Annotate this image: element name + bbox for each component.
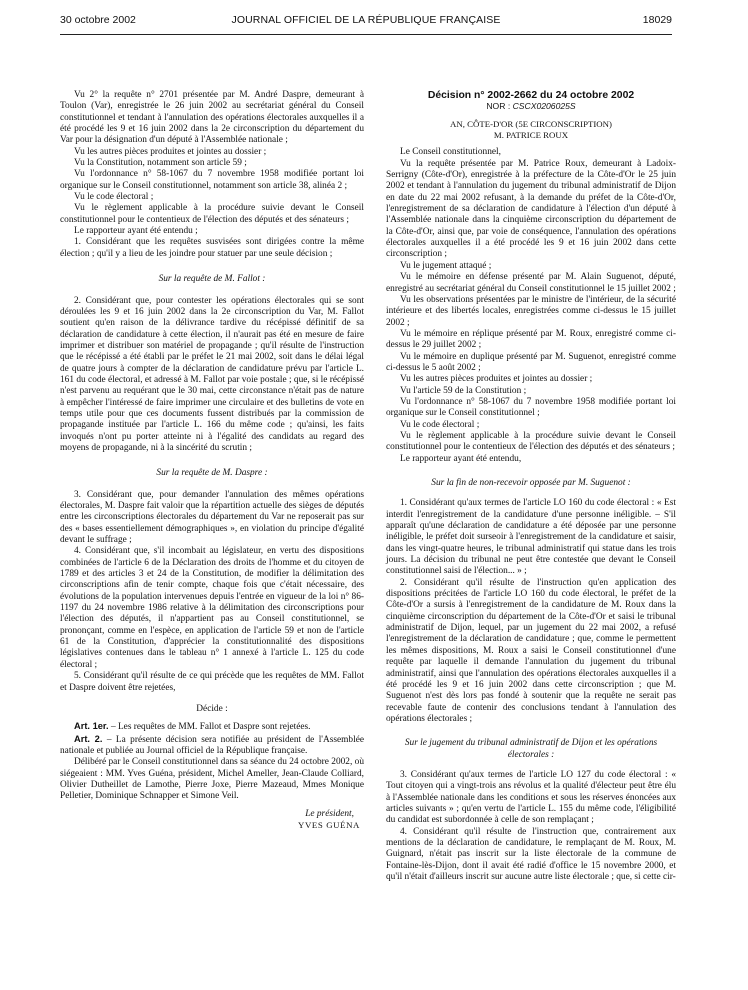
header-journal-title: JOURNAL OFFICIEL DE LA RÉPUBLIQUE FRANÇAISE xyxy=(231,14,501,26)
visa-paragraph: Vu les observations présentées par le ministre de l'intérieur, de la sécurité intérieure et des libertés locales, enregistrées comme ci-dessus le 15 juillet 2002 ; xyxy=(386,294,676,328)
visa-paragraph: Vu le jugement attaqué ; xyxy=(400,260,492,271)
section-heading: Sur la requête de M. Daspre : xyxy=(156,468,268,479)
article-text: – La présente décision sera notifiée au président de l'Assemblée nationale et publiée au Journal officiel de la République française. xyxy=(60,734,364,756)
visa-paragraph: Vu le code électoral ; xyxy=(74,192,154,203)
article-1 xyxy=(60,721,364,733)
candidate-name: M. PATRICE ROUX xyxy=(493,130,569,141)
visa-paragraph: Vu le mémoire en réplique présenté par M. Roux, enregistré comme ci-dessus le 29 juillet 2002 ; xyxy=(386,328,676,351)
circonscription-heading: AN, CÔTE-D'OR (5E CIRCONSCRIPTION) xyxy=(450,118,612,129)
considerant-paragraph: 1. Considérant qu'aux termes de l'article LO 160 du code électoral : « Est interdit l'enregistrement de la candidature d'une personne inéligible. – S'il apparaît qu'une déclaration de candidature a été déposée par une personne inéligible, le préfet doit surseoir à l'enregistrement de la candidature et saisir, dans les vingt-quatre heures, le tribunal administratif qui statue dans les trois jours. La décision du tribunal ne peut être contestée que devant le Conseil constitutionnel saisi de l'élection... » ; xyxy=(386,498,676,577)
considerant-paragraph: 1. Considérant que les requêtes susvisées sont dirigées contre la même élection ; qu'il y a lieu de les joindre pour statuer par une seule décision ; xyxy=(60,237,364,259)
considerant-paragraph: 4. Considérant que, s'il incombait au législateur, en vertu des dispositions combinées de l'article 6 de la Déclaration des droits de l'homme et du citoyen de 1789 et des articles 3 et 24 de la Constitution, de modifier la délimitation des circonscriptions afin de tenir compte, chaque fois que c'était nécessaire, des évolutions de la population intervenues depuis l'entrée en vigueur de la loi n° 86-1197 du 24 novembre 1986 relative à la délimitation des circonscriptions pour l'élection des députés, il n'appartient pas au Conseil constitutionnel, se prononçant, comme en l'espèce, en application de l'article 59 et non de l'article 61 de la Constitution, d'apprécier la constitutionnalité des dispositions législatives contenues dans le tableau n° 1 annexé à l'article L. 125 du code électoral ; xyxy=(60,546,364,670)
visa-paragraph: Le rapporteur ayant été entendu ; xyxy=(74,226,198,237)
considerant-paragraph: 2. Considérant que, pour contester les opérations électorales qui se sont déroulées les 9 et 16 juin 2002 dans la 2e circonscription du Var, M. Fallot soutient qu'en raison de la délivrance tardive du récépissé définitif de sa déclaration de candidature à cette élection, il n'aurait pas été en mesure de faire imprimer et distribuer son matériel de propagande ; qu'il résulte de l'instruction que le récépissé a été établi par le préfet le 21 mai 2002, soit dans le délai légal de quatre jours à compter de la déclaration de candidature prévu par l'article L. 161 du code électoral, et adressé à M. Fallot par voie postale ; que, si le récépissé n'est parvenu au requérant que le 30 mai, cette circonstance n'était pas de nature à empêcher l'intéressé de faire imprimer une circulaire et des bulletins de vote en temps utile pour que ces documents fussent distribués par la commission de propagande instituée par l'article L. 166 du même code ; qu'ainsi, les faits invoqués n'ont pu porter atteinte ni à l'égalité des candidats au regard des moyens de propagande, ni à la sincérité du scrutin ; xyxy=(60,295,364,453)
section-heading: Sur la fin de non-recevoir opposée par M. Suguenot : xyxy=(431,478,631,488)
visa-paragraph: Vu les autres pièces produites et jointes au dossier ; xyxy=(400,374,593,385)
considerant-paragraph: 2. Considérant qu'il résulte de l'instruction qu'en application des dispositions précitées de l'article LO 160 du code électoral, le préfet de la Côte-d'Or a sursis à l'enregistrement de la candidature de M. Roux dans la cinquième circonscription du département de la Côte-d'Or et saisi le tribunal administratif de Dijon, lequel, par un jugement du 22 mai 2002, a refusé l'enregistrement de la déclaration de candidature ; que, comme le permettent les mêmes dispositions, M. Roux a saisi le Conseil constitutionnel d'une requête par laquelle il demande l'annulation du jugement du tribunal administratif, ainsi que l'annulation des opérations électorales auxquelles il a été procédé les 9 et 16 juin 2002 dans cette circonscription ; que M. Suguenot n'est dès lors pas fondé à soutenir que la requête ne serait pas recevable faute de contenir des conclusions tendant à l'annulation des opérations électorales ; xyxy=(386,577,676,724)
header-page-number: 18029 xyxy=(642,14,672,26)
signature-role: Le président, xyxy=(305,808,354,819)
visa-paragraph: Vu 2° la requête n° 2701 présentée par M. André Daspre, demeurant à Toulon (Var), enregistrée le 26 juin 2002 au secrétariat général du Conseil constitutionnel et tendant à l'annulation des opérations électorales auxquelles il a été procédé les 9 et 16 juin 2002 dans la 2e circonscription du département du Var pour la désignation d'un député à l'Assemblée nationale ; xyxy=(60,90,364,146)
article-text: – Les requêtes de MM. Fallot et Daspre sont rejetées. xyxy=(108,722,311,733)
visa-paragraph: Vu le mémoire en défense présenté par M. Alain Suguenot, député, enregistré au secrétariat général du Conseil constitutionnel le 15 juillet 2002 ; xyxy=(386,272,676,294)
article-label: Art. 2. xyxy=(74,733,103,744)
considerant-paragraph: 3. Considérant qu'aux termes de l'article LO 127 du code électoral : « Tout citoyen qui a vingt-trois ans révolus et la qualité d'électeur peut être élu à l'Assemblée nationale dans les conditions et sous les réserves énoncées aux articles suivants » ; qu'en vertu de l'article L. 155 du même code, l'éligibilité du candidat est subordonnée à celle de son remplaçant ; xyxy=(386,769,676,826)
deliberation-paragraph: Délibéré par le Conseil constitutionnel dans sa séance du 24 octobre 2002, où siégeaient : MM. Yves Guéna, président, Michel Ameller, Jean-Claude Colliard, Olivier Dutheillet de Lamothe, Pierre Joxe, Pierre Mazeaud, Mmes Monique Pelletier, Dominique Schnapper et Simone Veil. xyxy=(60,757,364,802)
considerant-paragraph: 5. Considérant qu'il résulte de ce qui précède que les requêtes de MM. Fallot et Daspre doivent être rejetées, xyxy=(60,671,364,693)
visa-paragraph: Le rapporteur ayant été entendu, xyxy=(400,453,522,464)
nor-code: CSCX0206025S xyxy=(512,101,576,112)
visa-paragraph: Vu le règlement applicable à la procédure suivie devant le Conseil constitutionnel pour le contentieux de l'élection des députés et des sénateurs ; xyxy=(60,203,364,225)
visa-paragraph: Vu le règlement applicable à la procédure suivie devant le Conseil constitutionnel pour le contentieux de l'élection des députés et des sénateurs ; xyxy=(386,430,676,453)
considerant-paragraph: 3. Considérant que, pour demander l'annulation des mêmes opérations électorales, M. Daspre fait valoir que la répartition actuelle des sièges de députés entre les circonscriptions électorales du département du Var ne reposerait pas sur des « bases essentiellement démographiques », en violation du principe d'égalité devant le suffrage ; xyxy=(60,489,364,546)
section-heading: Sur le jugement du tribunal administratif de Dijon et les opérations électorales : xyxy=(404,738,658,760)
nor-reference xyxy=(386,101,676,112)
signature-name: YVES GUÉNA xyxy=(298,819,360,830)
visa-paragraph: Vu les autres pièces produites et jointes au dossier ; xyxy=(74,146,267,157)
visa-paragraph: Vu l'ordonnance n° 58-1067 du 7 novembre 1958 modifiée portant loi organique sur le Conseil constitutionnel, notamment son article 38, alinéa 2 ; xyxy=(60,169,364,191)
visa-paragraph: Vu le code électoral ; xyxy=(400,419,480,430)
visa-paragraph: Vu la Constitution, notamment son article 59 ; xyxy=(74,158,247,169)
header-date: 30 octobre 2002 xyxy=(60,14,136,26)
visa-paragraph: Le Conseil constitutionnel, xyxy=(400,147,501,158)
article-2 xyxy=(60,734,364,758)
decision-title: Décision n° 2002-2662 du 24 octobre 2002 xyxy=(427,90,635,101)
visa-paragraph: Vu le mémoire en duplique présenté par M. Suguenot, enregistré comme ci-dessus le 5 août 2002 ; xyxy=(386,351,676,373)
left-column xyxy=(60,90,364,831)
considerant-paragraph: 4. Considérant qu'il résulte de l'instruction que, contrairement aux mentions de la déclaration de candidature, le remplaçant de M. Roux, M. Guignard, n'était pas inscrit sur la liste électorale de la commune de Fontaine-lès-Dijon, dont il avait été radié d'office le 15 novembre 2000, et qu'il n'était d'ailleurs inscrit sur aucune autre liste électorale ; que, si cette cir- xyxy=(386,826,676,882)
decide-heading: Décide : xyxy=(196,703,228,714)
header-rule xyxy=(60,34,672,35)
visa-paragraph: Vu l'ordonnance n° 58-1067 du 7 novembre 1958 modifiée portant loi organique sur le Conseil constitutionnel ; xyxy=(386,396,676,419)
visa-paragraph: Vu la requête présentée par M. Patrice Roux, demeurant à Ladoix-Serrigny (Côte-d'Or), enregistrée à la préfecture de la Côte-d'Or le 25 juin 2002 et tendant à l'annulation du jugement du tribunal administratif de Dijon en date du 22 mai 2002 refusant, à la demande du préfet de la Côte-d'Or, l'enregistrement de sa déclaration de candidature à l'élection d'un député à l'Assemblée nationale dans la cinquième circonscription du département de la Côte-d'Or, ainsi que, par voie de conséquence, l'annulation des opérations électorales auxquelles il a été procédé les 9 et 16 juin 2002 dans cette circonscription ; xyxy=(386,158,676,260)
right-column xyxy=(386,90,676,883)
section-heading: Sur la requête de M. Fallot : xyxy=(158,274,266,285)
article-label: Art. 1er. xyxy=(74,721,109,732)
page-header xyxy=(60,14,672,30)
nor-label: NOR : xyxy=(486,101,511,112)
visa-paragraph: Vu l'article 59 de la Constitution ; xyxy=(400,385,527,396)
